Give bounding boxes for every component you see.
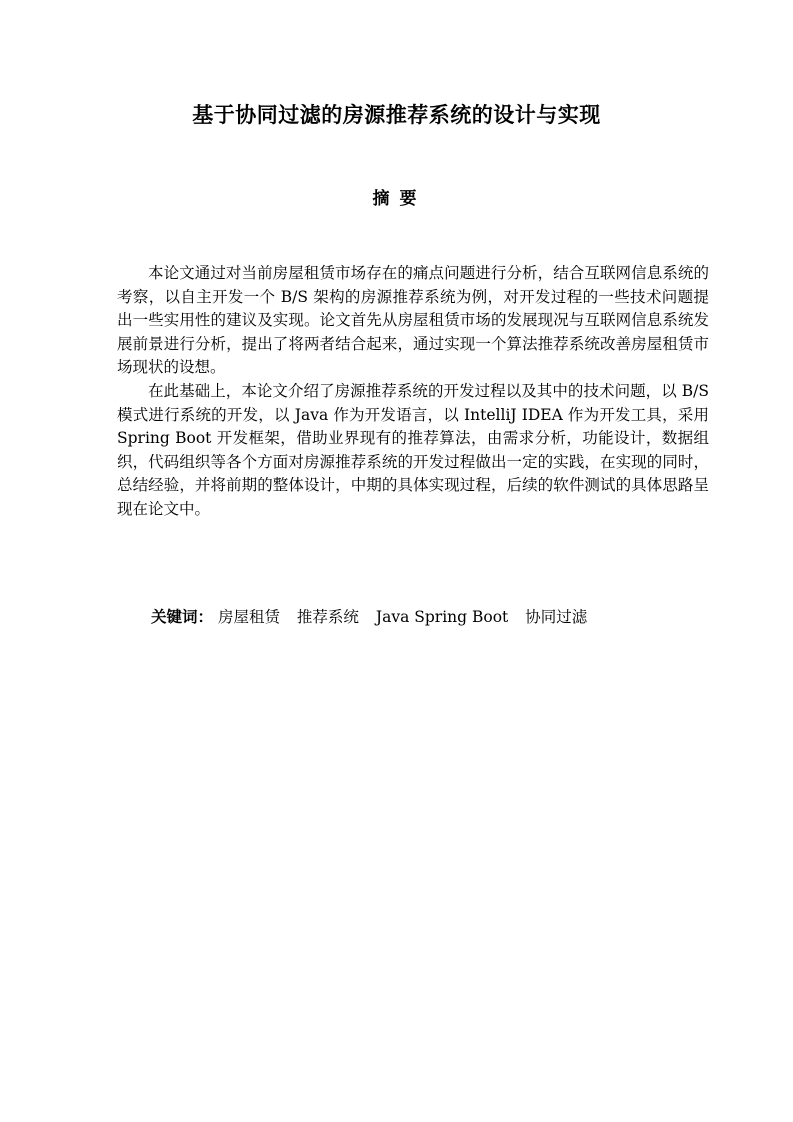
abstract-body [117,262,709,522]
keyword-item: 推荐系统 [296,608,359,626]
keyword-item: 协同过滤 [525,608,588,626]
keywords-line [151,605,711,629]
abstract-paragraph-1: 本论文通过对当前房屋租赁市场存在的痛点问题进行分析，结合互联网信息系统的考察，以自主开发一个 B/S 架构的房源推荐系统为例，对开发过程的一些技术问题提出一些实用性的建议及实现。论文首先从房屋租赁市场的发展现况与互联网信息系统发展前景进行分析，提出了将两者结合起来，通过实现一个算法推荐系统改善房屋租赁市场现状的设想。 [117,264,709,377]
abstract-heading: 摘要 [372,189,427,209]
keyword-item: 房屋租赁 [217,608,280,626]
keywords-label: 关键词： [151,608,214,626]
keyword-item: Java Spring Boot [375,608,509,626]
page-title: 基于协同过滤的房源推荐系统的设计与实现 [192,103,601,127]
abstract-paragraph-2: 在此基础上，本论文介绍了房源推荐系统的开发过程以及其中的技术问题，以 B/S 模式进行系统的开发，以 Java 作为开发语言，以 IntelliJ IDEA 作为开发工具，采用 Spring Boot 开发框架，借助业界现有的推荐算法，由需求分析，功能设计，数据组织，代码组织等各个方面对房源推荐系统的开发过程做出一定的实践，在实现的同时，总结经验，并将前期的整体设计，中期的具体实现过程，后续的软件测试的具体思路呈现在论文中。 [117,381,709,518]
